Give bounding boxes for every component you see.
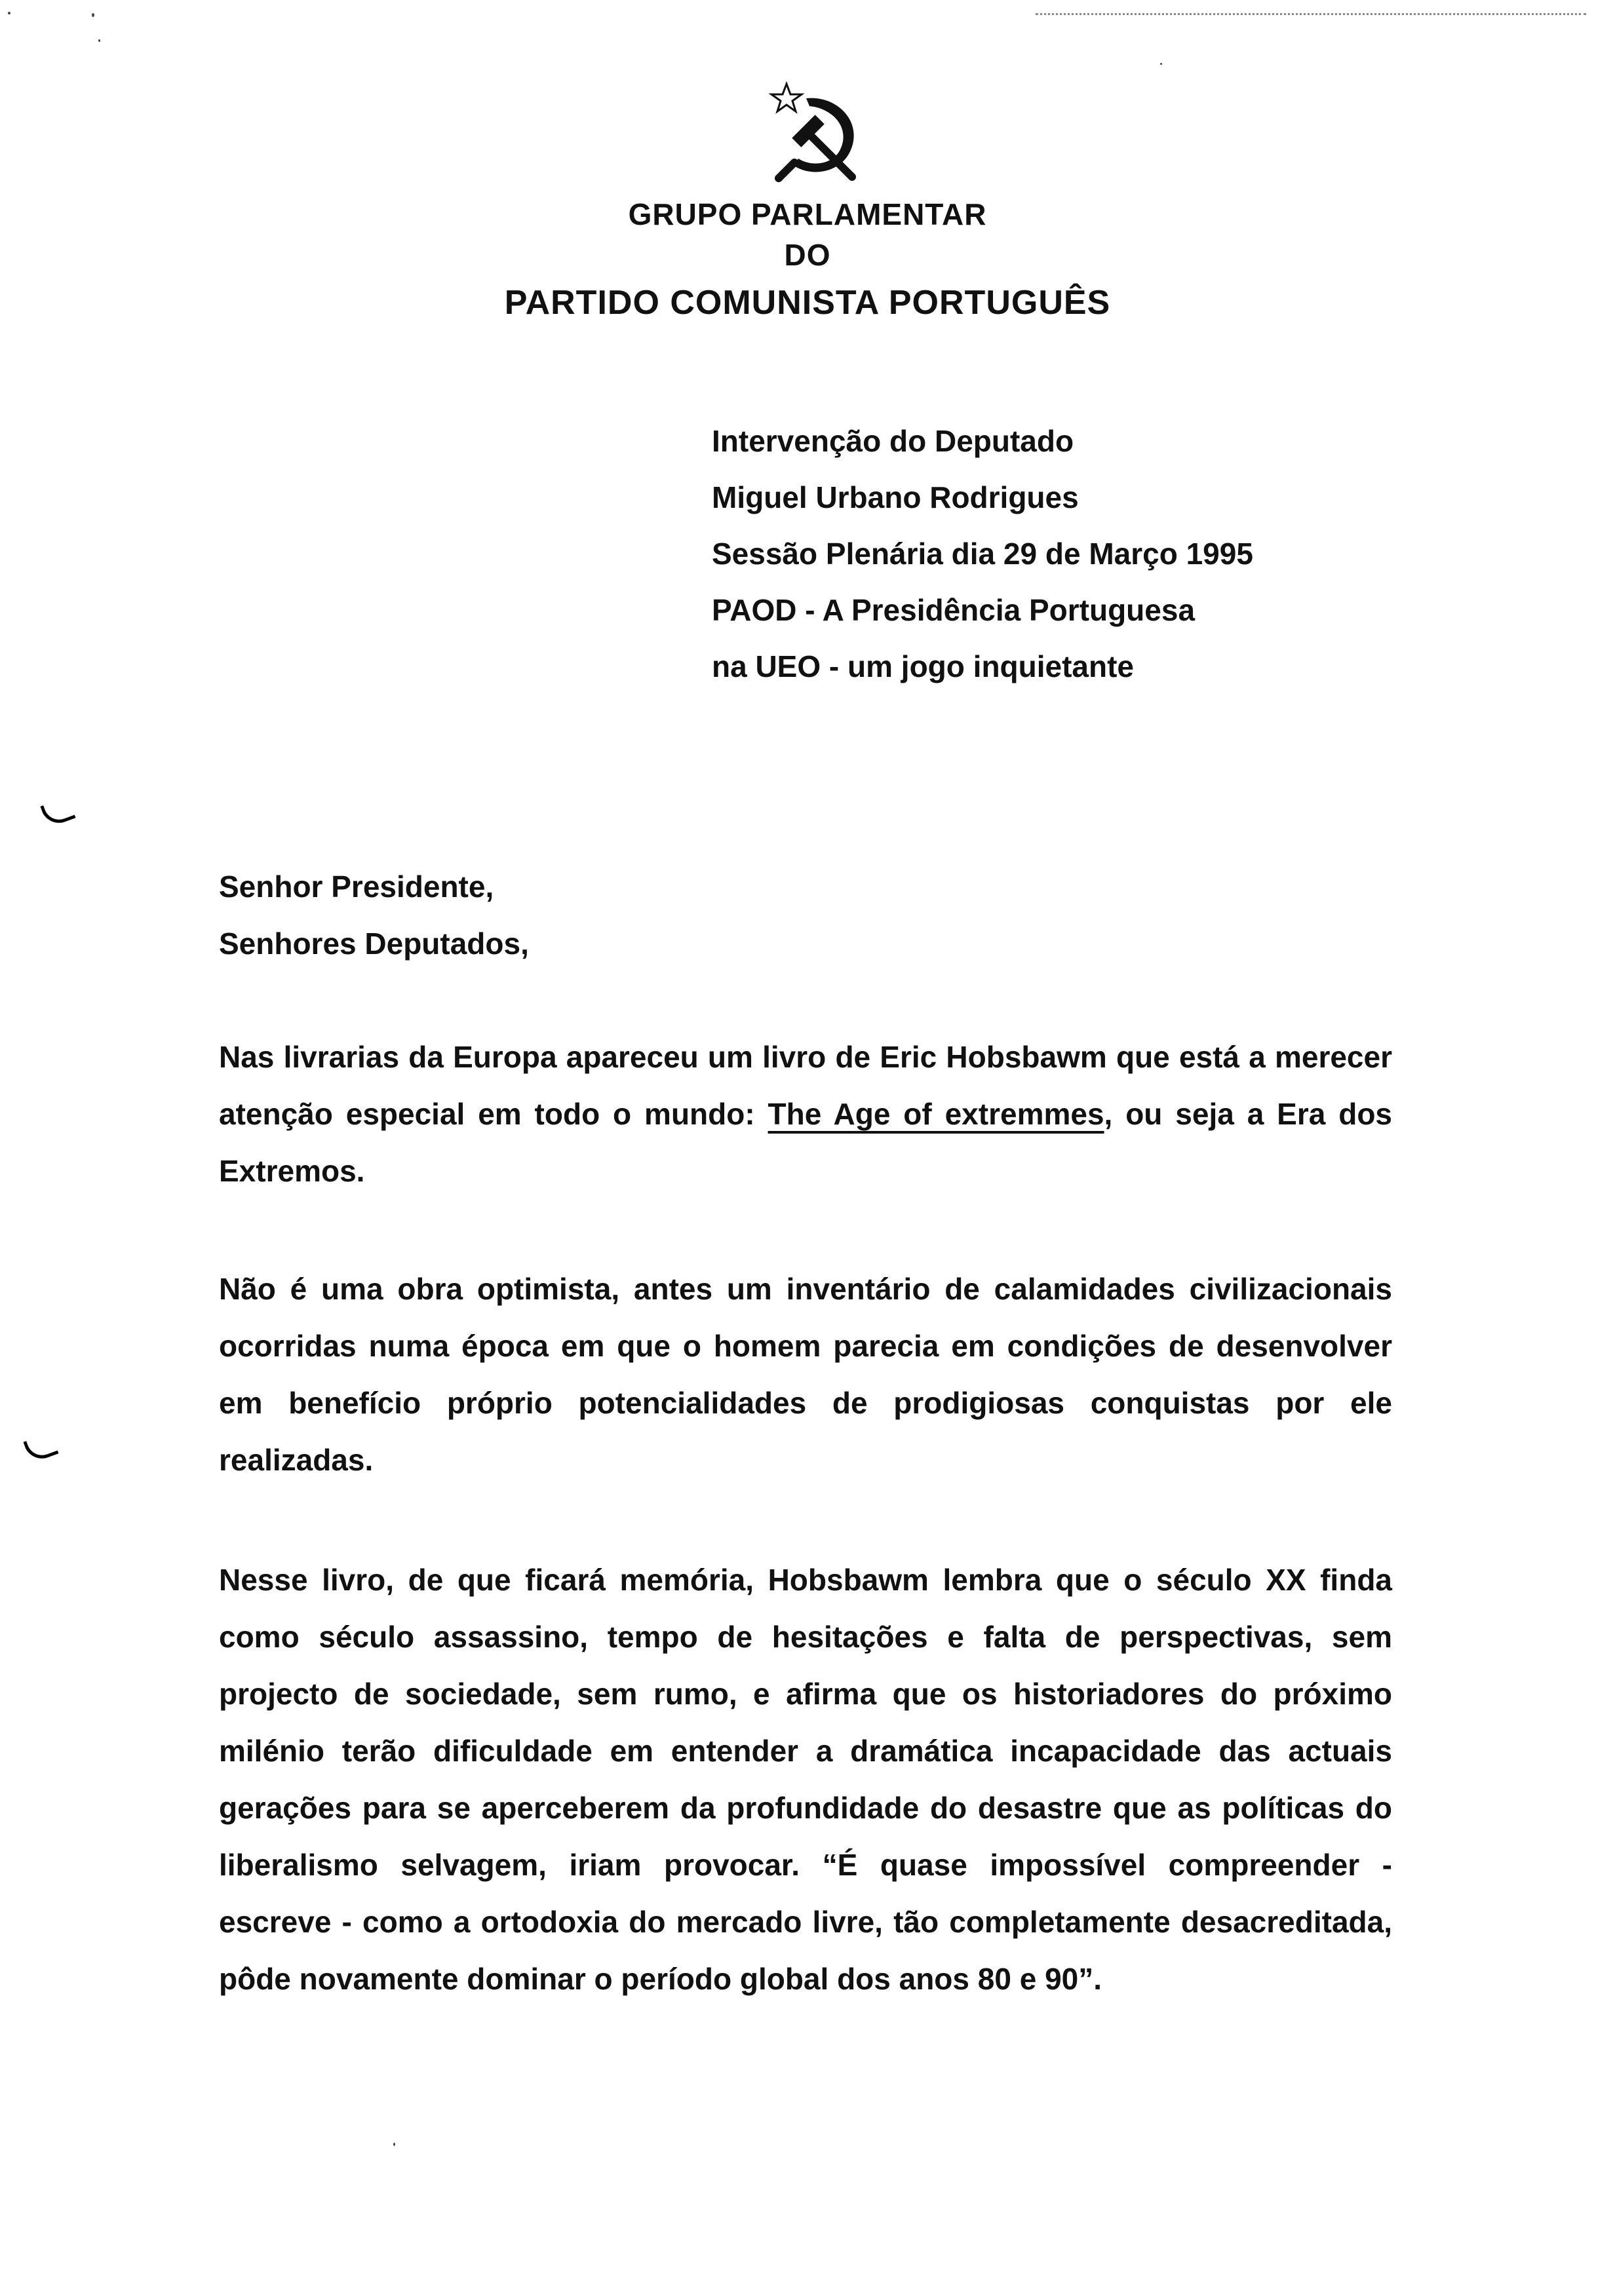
meta-line: Miguel Urbano Rodrigues	[712, 480, 1079, 514]
salutation	[219, 858, 1392, 972]
header-line-3: PARTIDO COMUNISTA PORTUGUÊS	[504, 284, 1111, 322]
book-title: The Age of extremmes	[768, 1097, 1104, 1131]
salutation-line-1: Senhor Presidente,	[219, 870, 494, 904]
header-line-2: DO	[784, 238, 831, 272]
handwritten-mark	[40, 796, 75, 828]
scan-speck	[393, 2143, 395, 2146]
paragraph-1-text-end: , ou seja a Era dos Extremos.	[219, 1097, 1393, 1188]
scan-speck	[1160, 63, 1162, 65]
paragraph-3: Nesse livro, de que ficará memória, Hobsbawm lembra que o século XX finda como século assassino, tempo de hesitações e falta de perspectivas, sem projecto de sociedade, sem rumo, e afirma que os historiadores do próximo milénio terão dificuldade em entender a dramática incapacidade das actuais gerações para se aperceberem da profundidade do desastre que as políticas do liberalismo selvagem, iriam provocar. “É quase impossível compreender - escreve - como a ortodoxia do mercado livre, tão completamente desacreditada, pôde novamente dominar o período global dos anos 80 e 90”.	[219, 1563, 1392, 1996]
scan-speck	[92, 13, 94, 17]
scan-speck	[98, 39, 100, 42]
meta-line: Sessão Plenária dia 29 de Março 1995	[712, 537, 1253, 571]
meta-line: PAOD - A Presidência Portuguesa	[712, 593, 1196, 627]
paragraph-1-text: Nas livrarias da Europa apareceu um livro de Eric Hobsbawm que está a merecer atenção especial em todo o mundo:	[219, 1040, 1392, 1131]
scan-speck	[8, 12, 10, 14]
speech-metadata	[712, 413, 1253, 695]
paragraph-2: Não é uma obra optimista, antes um inventário de calamidades civilizacionais ocorridas numa época em que o homem parecia em condições de desenvolver em benefício próprio potencialidades de prodigiosas conquistas por ele realizadas.	[219, 1272, 1392, 1477]
salutation-line-2: Senhores Deputados,	[219, 927, 529, 961]
star-hammer-sickle-icon	[760, 79, 872, 190]
paragraph-1	[219, 1029, 1392, 1200]
scan-noise	[1036, 13, 1586, 19]
meta-line: na UEO - um jogo inquietante	[712, 649, 1134, 683]
handwritten-mark	[23, 1432, 58, 1463]
meta-line: Intervenção do Deputado	[712, 424, 1074, 458]
header-line-1: GRUPO PARLAMENTAR	[628, 197, 987, 231]
